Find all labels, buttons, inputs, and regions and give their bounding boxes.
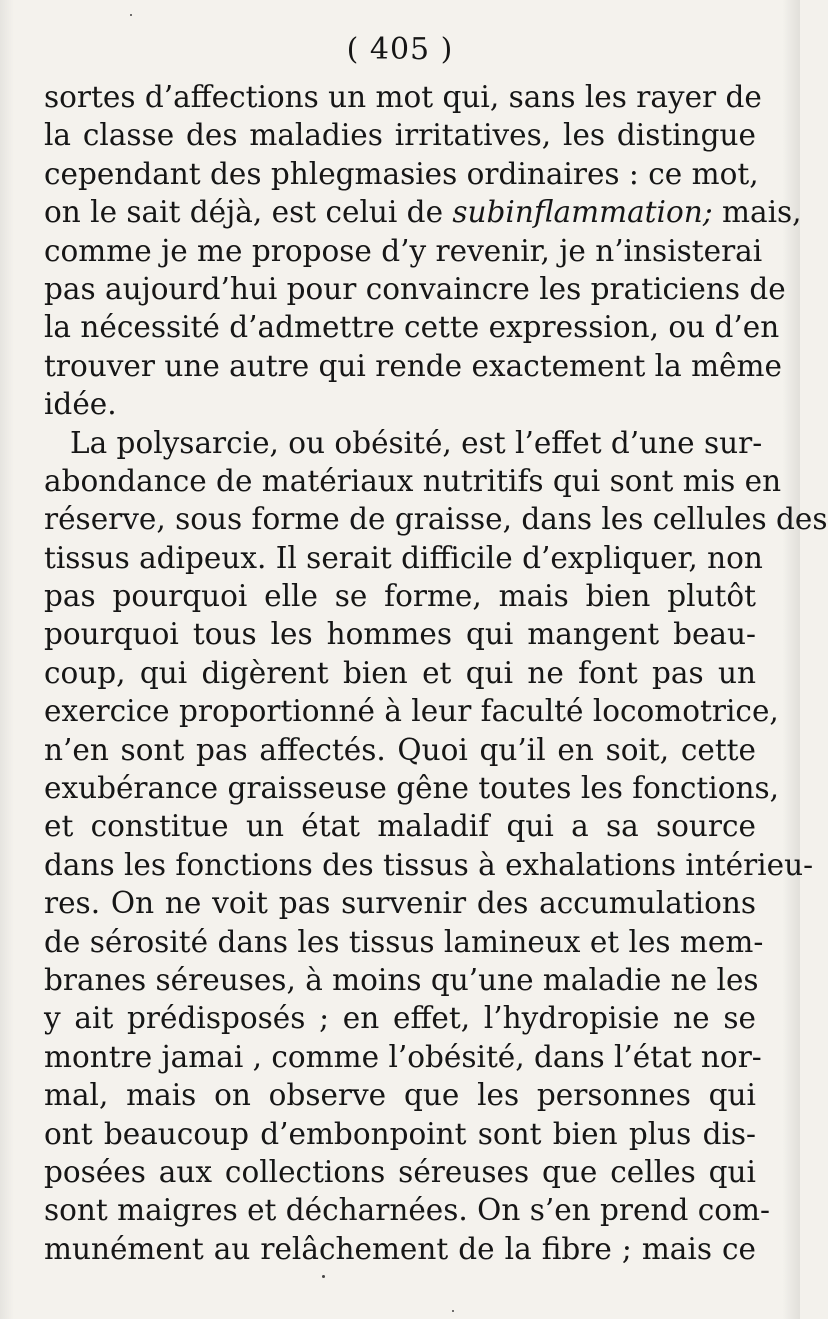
text-line: sortes d’affections un mot qui, sans les rayer de xyxy=(44,80,762,114)
text-line: exercice proportionné à leur faculté locomotrice, xyxy=(44,694,779,729)
text-line: res. On ne voit pas survenir des accumulations xyxy=(44,886,756,921)
text-line: pas aujourd’hui pour convaincre les praticiens de xyxy=(44,271,786,306)
text-line: la nécessité d’admettre cette expression, ou d’en xyxy=(44,310,780,345)
text-line: abondance de matériaux nutritifs qui sont mis en xyxy=(44,463,782,498)
paragraph-end-line: idée. xyxy=(44,387,117,422)
text-line: et constitue un état maladif qui a sa source xyxy=(44,809,756,844)
text-line: coup, qui digèrent bien et qui ne font pas un xyxy=(44,655,756,690)
page-number: ( 405 ) xyxy=(346,32,454,67)
text-line: pourquoi tous les hommes qui mangent beau- xyxy=(44,617,756,652)
text-line: munément au relâchement de la fibre ; mais ce xyxy=(44,1231,756,1266)
text-line: cependant des phlegmasies ordinaires : ce mot, xyxy=(44,156,759,191)
text-line: réserve, sous forme de graisse, dans les cellules des xyxy=(44,502,828,537)
text-line: y ait prédisposés ; en effet, l’hydropisie ne se xyxy=(44,1001,756,1036)
text-span: mais, xyxy=(712,195,802,230)
ink-speck xyxy=(322,1275,325,1278)
text-line: posées aux collections séreuses que celles qui xyxy=(44,1154,756,1189)
text-line: mal, mais on observe que les personnes qui xyxy=(44,1078,756,1113)
paragraph-start-line: La polysarcie, ou obésité, est l’effet d’une sur- xyxy=(70,425,763,460)
text-line: tissus adipeux. Il serait difficile d’expliquer, non xyxy=(44,540,763,575)
text-line: sont maigres et décharnées. On s’en prend com- xyxy=(44,1193,770,1228)
text-line: branes séreuses, à moins qu’une maladie ne les xyxy=(44,962,759,997)
text-line: dans les fonctions des tissus à exhalations intérieu- xyxy=(44,847,814,882)
text-line: de sérosité dans les tissus lamineux et les mem- xyxy=(44,924,764,959)
text-line: la classe des maladies irritatives, les distingue xyxy=(44,118,756,153)
text-line: exubérance graisseuse gêne toutes les fonctions, xyxy=(44,771,779,806)
ink-speck xyxy=(130,14,132,16)
ink-speck xyxy=(452,1310,454,1312)
text-line xyxy=(44,193,802,231)
body-text xyxy=(44,78,828,1268)
text-line: comme je me propose d’y revenir, je n’insisterai xyxy=(44,233,763,268)
text-line: ont beaucoup d’embonpoint sont bien plus dis- xyxy=(44,1116,756,1151)
text-line: montre jamai , comme l’obésité, dans l’état nor- xyxy=(44,1039,762,1074)
text-span: on le sait déjà, est celui de xyxy=(44,195,453,230)
text-line: pas pourquoi elle se forme, mais bien plutôt xyxy=(44,579,756,614)
text-line: trouver une autre qui rende exactement la même xyxy=(44,348,782,383)
italic-term: subinflammation; xyxy=(452,195,713,230)
text-line: n’en sont pas affectés. Quoi qu’il en soit, cette xyxy=(44,732,756,767)
